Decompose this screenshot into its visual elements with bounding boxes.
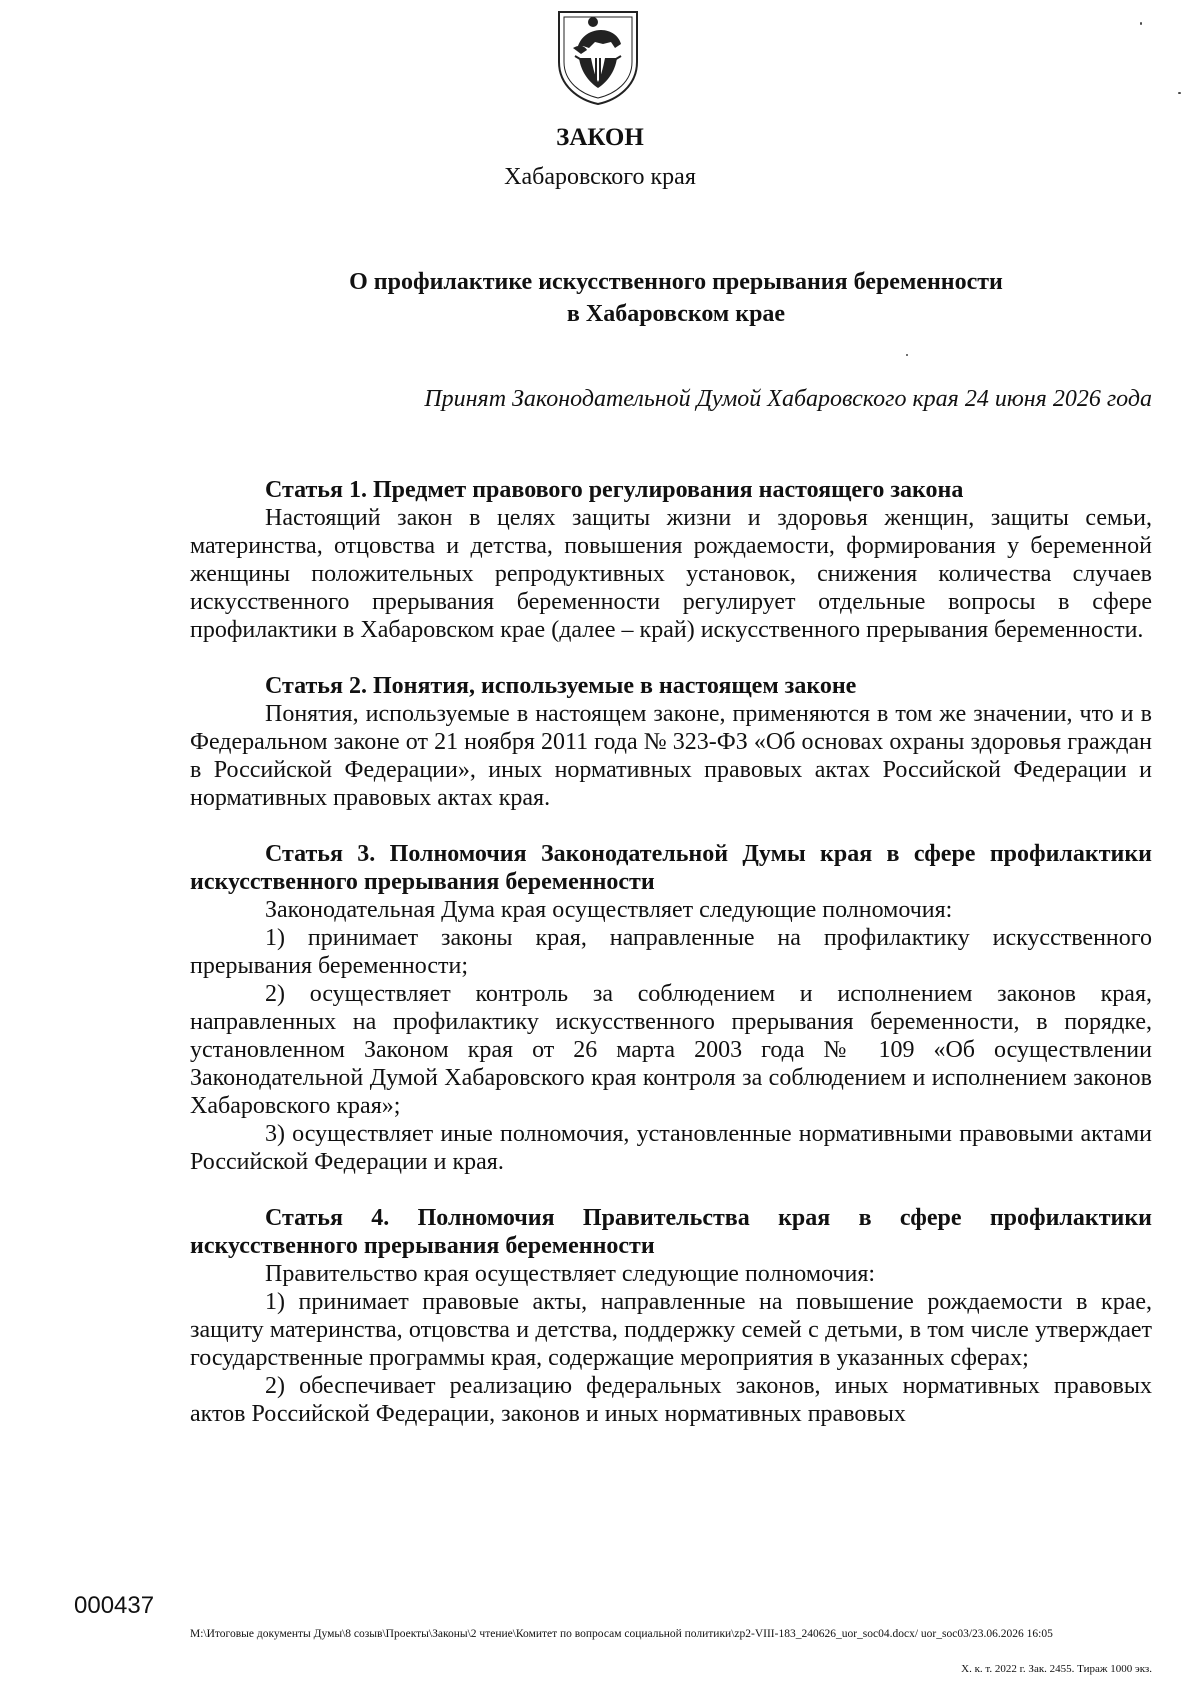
article-heading: Статья 2. Понятия, используемые в настоящем законе: [265, 673, 857, 699]
document-title: [300, 266, 1052, 330]
article-paragraph: 2) обеспечивает реализацию федеральных законов, иных нормативных правовых актов Российской Федерации, законов и иных нормативных правовых: [190, 1373, 1152, 1427]
law-body: [190, 476, 1152, 1456]
coat-of-arms-emblem: [555, 8, 641, 106]
print-info: Х. к. т. 2022 г. Зак. 2455. Тираж 1000 экз.: [961, 1663, 1152, 1675]
article-heading: Статья 3. Полномочия Законодательной Думы края в сфере профилактики искусственного прерывания беременности: [190, 841, 1152, 895]
file-path-footer: М:\Итоговые документы Думы\8 созыв\Проекты\Законы\2 чтение\Комитет по вопросам социальной политики\zp2-VIII-183_240626_uor_soc04.docx/ uor_soc03/23.06.2026 16:05: [190, 1628, 1053, 1640]
article-2: [190, 672, 1152, 812]
law-region: Хабаровского края: [504, 164, 696, 190]
khabarovsk-coat-of-arms-icon: [555, 8, 641, 106]
article-paragraph: Настоящий закон в целях защиты жизни и здоровья женщин, защиты семьи, материнства, отцовства и детства, повышения рождаемости, формирования у беременной женщины положительных репродуктивных установок, снижения количества случаев искусственного прерывания беременности регулирует отдельные вопросы в сфере профилактики в Хабаровском крае (далее – край) искусственного прерывания беременности.: [190, 505, 1152, 643]
article-3: [190, 840, 1152, 1176]
article-paragraph: 1) принимает законы края, направленные на профилактику искусственного прерывания беременности;: [190, 925, 1152, 979]
document-number: 000437: [74, 1592, 155, 1619]
law-heading: ЗАКОН: [556, 124, 644, 151]
article-heading: Статья 4. Полномочия Правительства края в сфере профилактики искусственного прерывания беременности: [190, 1205, 1152, 1259]
article-4: [190, 1204, 1152, 1428]
article-paragraph: Правительство края осуществляет следующие полномочия:: [265, 1261, 876, 1287]
article-paragraph: 1) принимает правовые акты, направленные на повышение рождаемости в крае, защиту материнства, отцовства и детства, поддержку семей с детьми, в том числе утверждает государственные программы края, содержащие мероприятия в указанных сферах;: [190, 1289, 1152, 1371]
article-heading: Статья 1. Предмет правового регулирования настоящего закона: [265, 477, 964, 503]
article-paragraph: 2) осуществляет контроль за соблюдением и исполнением законов края, направленных на профилактику искусственного прерывания беременности, в порядке, установленном Законом края от 26 марта 2003 года № 109 «Об осуществлении Законодательной Думой Хабаровского края контроля за соблюдением и исполнением законов Хабаровского края»;: [190, 981, 1152, 1119]
scan-speck: [1140, 22, 1142, 25]
document-title-line1: О профилактике искусственного прерывания беременности: [349, 269, 1003, 295]
scan-speck: [906, 354, 908, 356]
article-paragraph: Законодательная Дума края осуществляет следующие полномочия:: [265, 897, 953, 923]
scan-speck: [1178, 92, 1181, 94]
article-paragraph: 3) осуществляет иные полномочия, установленные нормативными правовыми актами Российской Федерации и края.: [190, 1121, 1152, 1175]
article-1: [190, 476, 1152, 644]
article-paragraph: Понятия, используемые в настоящем законе, применяются в том же значении, что и в Федеральном законе от 21 ноября 2011 года № 323-ФЗ «Об основах охраны здоровья граждан в Российской Федерации», иных нормативных правовых актах Российской Федерации и нормативных правовых актах края.: [190, 701, 1152, 811]
document-title-line2: в Хабаровском крае: [566, 301, 786, 327]
adoption-note: Принят Законодательной Думой Хабаровского края 24 июня 2026 года: [424, 386, 1152, 412]
